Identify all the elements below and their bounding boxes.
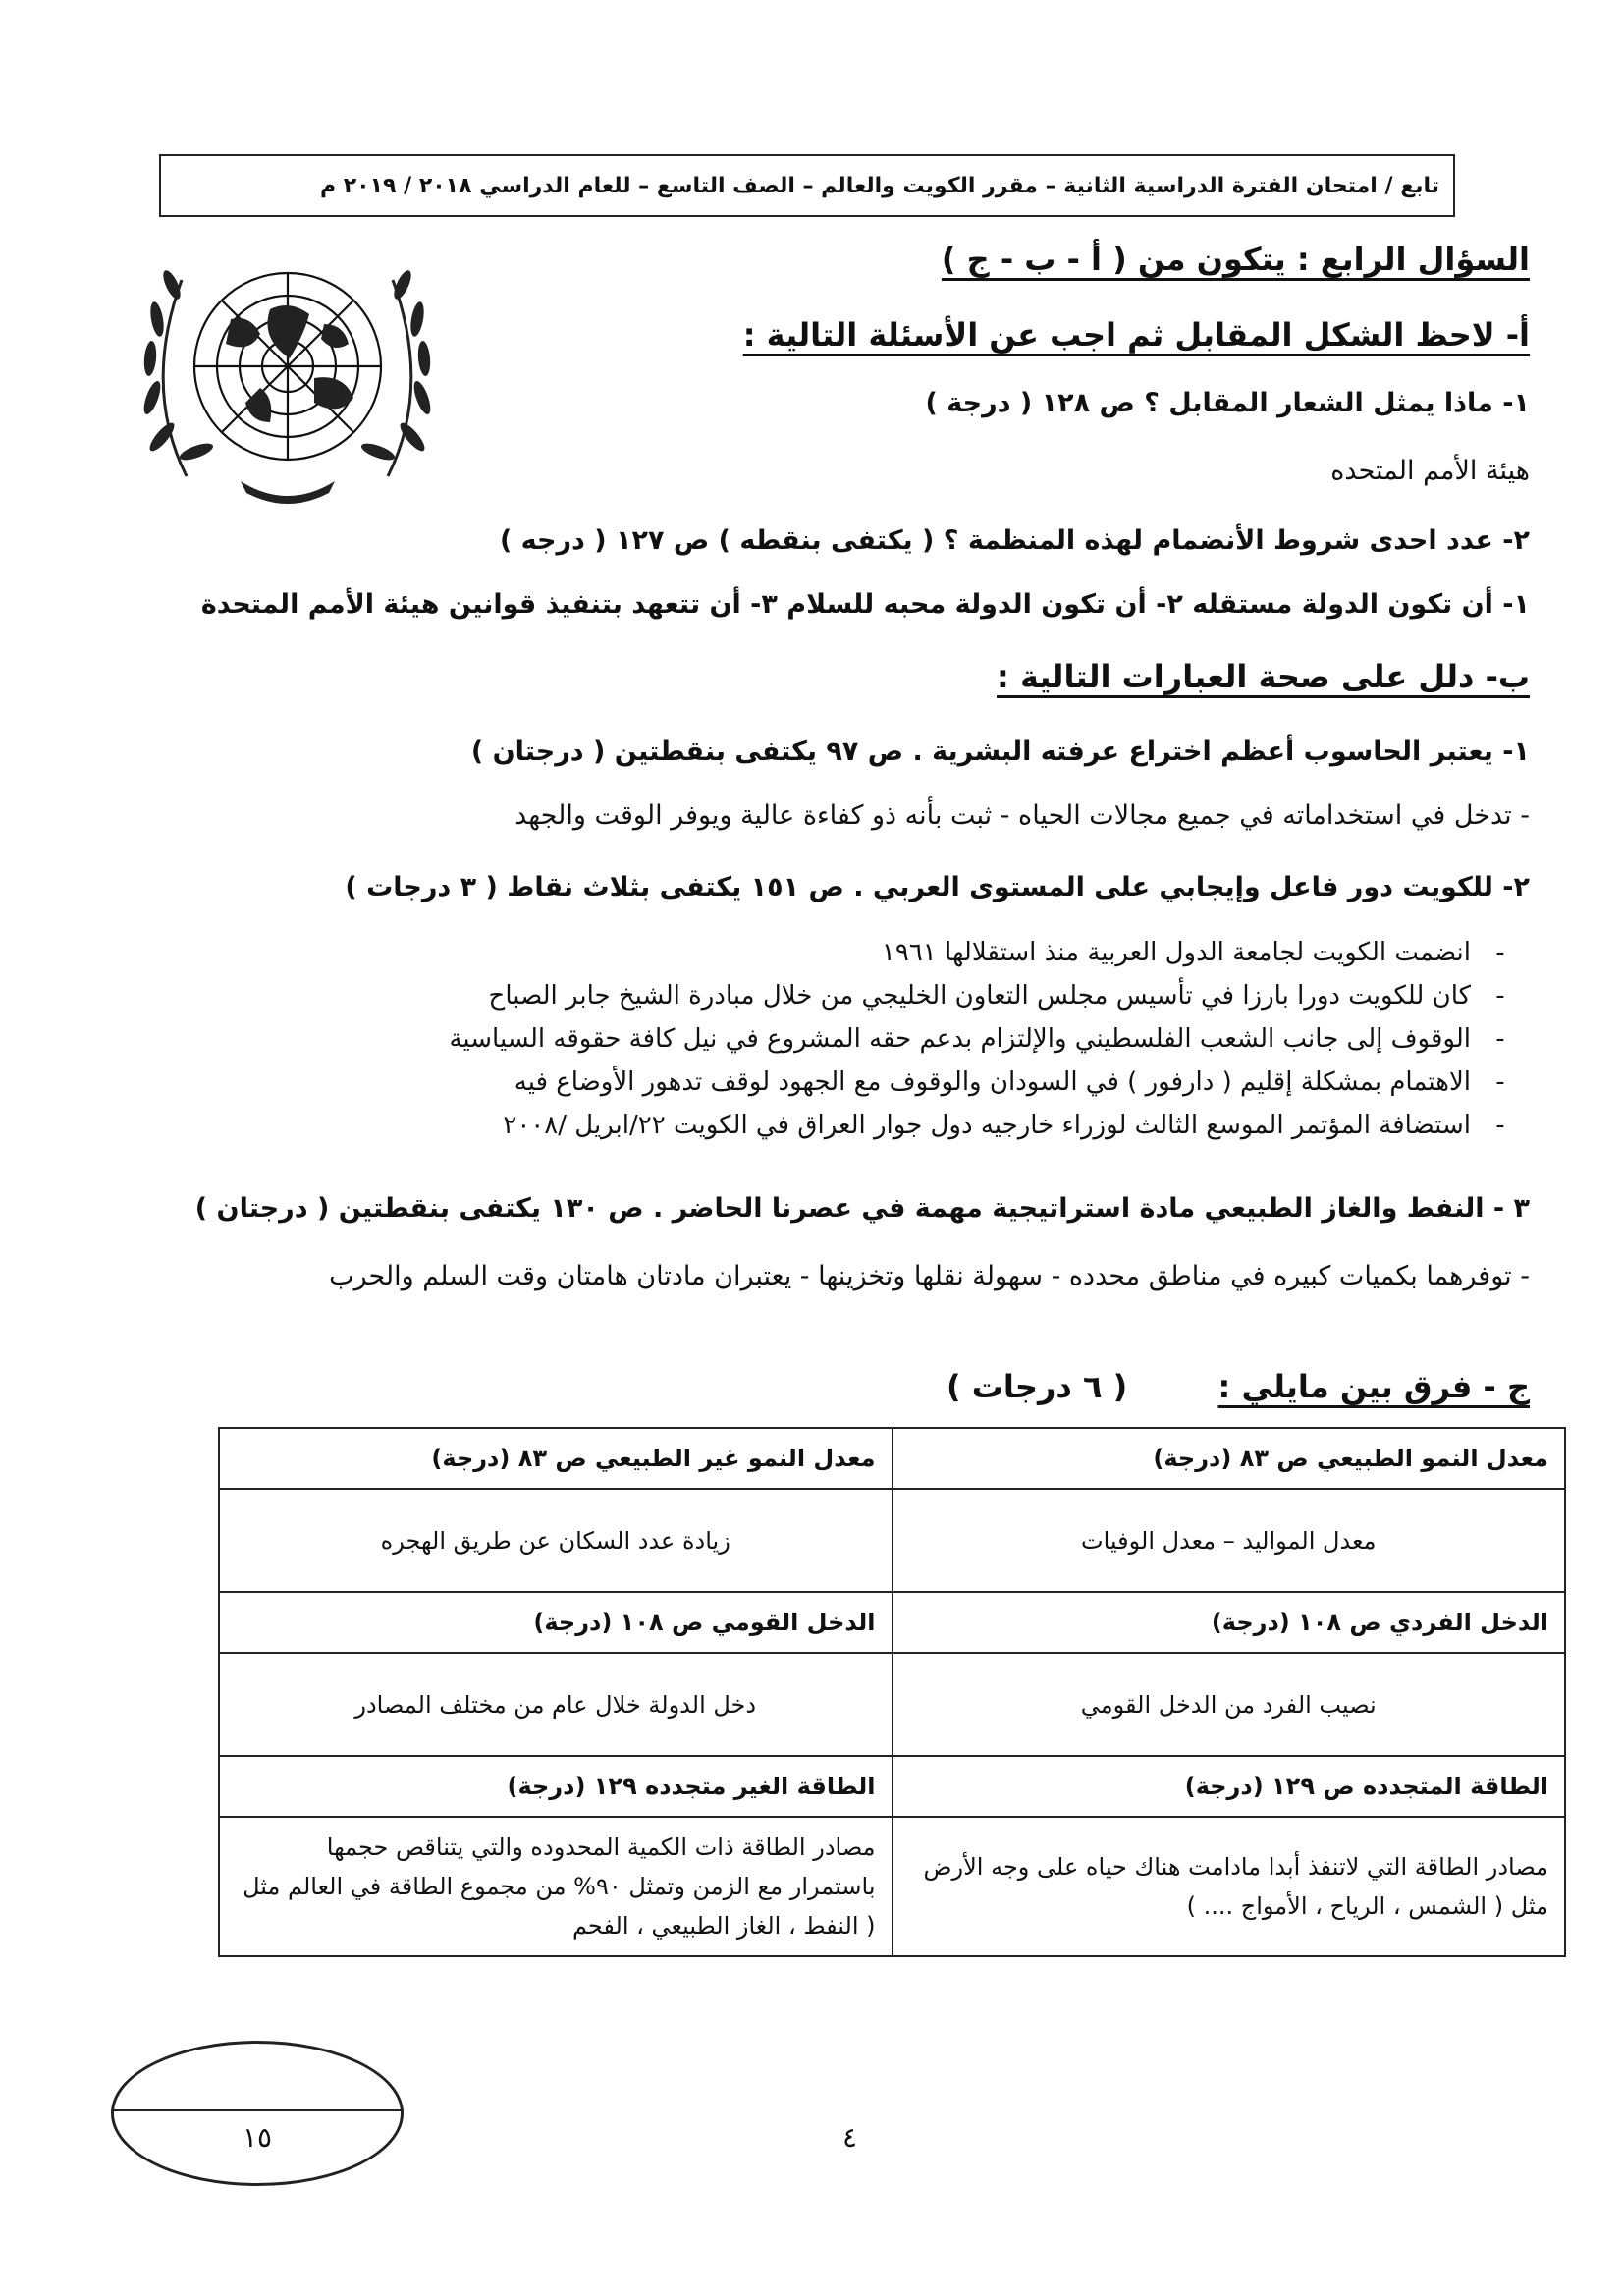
page-number: ٤ — [842, 2121, 858, 2154]
table-cell: مصادر الطاقة التي لاتنفذ أبدا مادامت هناك حياه على وجه الأرض مثل ( الشمس ، الرياح ، الأمواج .... ) — [893, 1817, 1566, 1956]
table-cell: دخل الدولة خلال عام من مختلف المصادر — [219, 1653, 893, 1756]
table-cell: الطاقة الغير متجدده ١٢٩ (درجة) — [219, 1756, 893, 1817]
table-cell: زيادة عدد السكان عن طريق الهجره — [219, 1489, 893, 1592]
table-cell: الدخل الفردي ص ١٠٨ (درجة) — [893, 1592, 1566, 1653]
part-a-question-1: ١- ماذا يمثل الشعار المقابل ؟ ص ١٢٨ ( درجة ) — [925, 388, 1530, 418]
table-row — [219, 1489, 1565, 1592]
score-value: ١٥ — [242, 2121, 273, 2154]
part-a-title: أ- لاحظ الشكل المقابل ثم اجب عن الأسئلة التالية : — [742, 316, 1530, 354]
part-c-title-text: ج - فرق بين مايلي : — [1217, 1368, 1530, 1405]
table-cell: مصادر الطاقة ذات الكمية المحدوده والتي يتناقص حجمها باستمرار مع الزمن وتمثل ٩٠% من مجموع الطاقة في العالم مثل ( النفط ، الغاز الطبيعي ، الفحم — [219, 1817, 893, 1956]
exam-header — [159, 154, 1455, 217]
exam-header-text: تابع / امتحان الفترة الدراسية الثانية – مقرر الكويت والعالم – الصف التاسع – للعام الدراسي ٢٠١٨ / ٢٠١٩ م — [319, 173, 1439, 198]
table-cell: معدل النمو غير الطبيعي ص ٨٣ (درجة) — [219, 1428, 893, 1489]
table-cell: الطاقة المتجدده ص ١٢٩ (درجة) — [893, 1756, 1566, 1817]
part-c-title — [93, 1368, 1530, 1405]
part-b-answer-1: - تدخل في استخداماته في جميع مجالات الحياه - ثبت بأنه ذو كفاءة عالية ويوفر الوقت والجهد — [514, 800, 1530, 831]
list-item: - انضمت الكويت لجامعة الدول العربية منذ استقلالها ١٩٦١ — [295, 931, 1530, 974]
part-b-title: ب- دلل على صحة العبارات التالية : — [997, 658, 1530, 695]
list-item: - الاهتمام بمشكلة إقليم ( دارفور ) في السودان والوقوف مع الجهود لوقف تدهور الأوضاع فيه — [295, 1061, 1530, 1104]
part-b-answer-3: - توفرهما بكميات كبيره في مناطق محدده - سهولة نقلها وتخزينها - يعتبران مادتان هامتان وقت السلم والحرب — [329, 1261, 1530, 1291]
part-c-marks: ( ٦ درجات ) — [946, 1368, 1128, 1405]
score-oval — [111, 2041, 404, 2186]
comparison-table — [218, 1427, 1566, 1957]
part-a-answer-2: ١- أن تكون الدولة مستقله ٢- أن تكون الدولة محبه للسلام ٣- أن تتعهد بتنفيذ قوانين هيئة الأمم المتحدة — [200, 589, 1530, 620]
table-cell: الدخل القومي ص ١٠٨ (درجة) — [219, 1592, 893, 1653]
part-b-question-1: ١- يعتبر الحاسوب أعظم اختراع عرفته البشرية . ص ٩٧ يكتفى بنقطتين ( درجتان ) — [470, 737, 1530, 767]
score-divider — [111, 2109, 404, 2111]
part-b-question-3: ٣ - النفط والغاز الطبيعي مادة استراتيجية مهمة في عصرنا الحاضر . ص ١٣٠ يكتفى بنقطتين ( درجتان ) — [194, 1193, 1530, 1224]
table-row — [219, 1653, 1565, 1756]
list-item: - كان للكويت دورا بارزا في تأسيس مجلس التعاون الخليجي من خلال مبادرة الشيخ جابر الصباح — [295, 974, 1530, 1017]
table-cell: معدل المواليد – معدل الوفيات — [893, 1489, 1566, 1592]
table-row — [219, 1756, 1565, 1817]
part-b-question-2: ٢- للكويت دور فاعل وإيجابي على المستوى العربي . ص ١٥١ يكتفى بثلاث نقاط ( ٣ درجات ) — [345, 872, 1530, 902]
table-row — [219, 1428, 1565, 1489]
question-four-title: السؤال الرابع : يتكون من ( أ - ب - ج ) — [941, 241, 1530, 278]
table-row — [219, 1592, 1565, 1653]
list-item: - الوقوف إلى جانب الشعب الفلسطيني والإلتزام بدعم حقه المشروع في نيل كافة حقوقه السياسية — [295, 1017, 1530, 1061]
table-cell: نصيب الفرد من الدخل القومي — [893, 1653, 1566, 1756]
part-b-answer-2-list — [295, 931, 1530, 1147]
part-a-answer-1: هيئة الأمم المتحده — [1330, 456, 1530, 486]
list-item: - استضافة المؤتمر الموسع الثالث لوزراء خارجيه دول جوار العراق في الكويت ٢٢/ابريل /٢٠٠٨ — [295, 1104, 1530, 1147]
part-a-question-2: ٢- عدد احدى شروط الأنضمام لهذه المنظمة ؟ ( يكتفى بنقطه ) ص ١٢٧ ( درجه ) — [499, 525, 1530, 556]
table-row — [219, 1817, 1565, 1956]
table-cell: معدل النمو الطبيعي ص ٨٣ (درجة) — [893, 1428, 1566, 1489]
